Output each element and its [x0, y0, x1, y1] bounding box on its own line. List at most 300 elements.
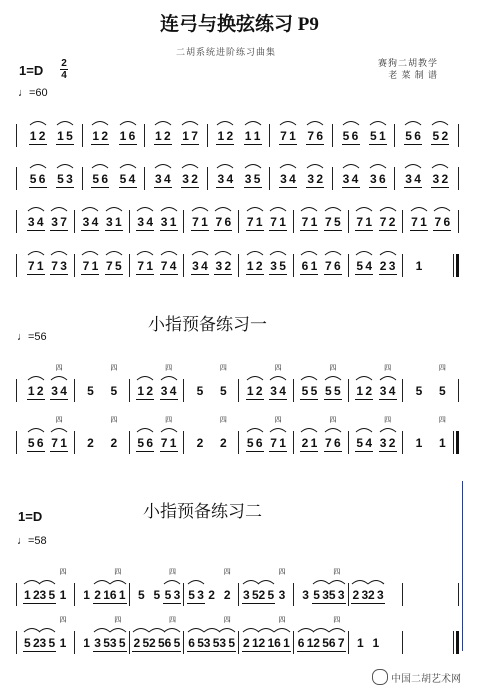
- slur-mark: [379, 204, 397, 212]
- beam-line: [100, 144, 109, 145]
- beam-line: [306, 187, 315, 188]
- beam-line: [376, 603, 385, 604]
- tempo-marking: [18, 87, 48, 99]
- note: 7: [270, 436, 277, 450]
- beam-line: [324, 451, 333, 452]
- key-signature: 1=D: [19, 63, 44, 78]
- beam-line: [29, 144, 38, 145]
- slur-mark: [342, 161, 360, 169]
- note: 3: [388, 259, 396, 273]
- barline: [402, 210, 403, 233]
- note: 1: [246, 259, 254, 273]
- slur-mark: [38, 577, 56, 585]
- beam-line: [225, 144, 234, 145]
- slur-mark: [355, 204, 373, 212]
- slur-mark: [187, 577, 205, 585]
- slur-mark: [56, 118, 74, 126]
- note: 4: [163, 172, 171, 186]
- note: 1: [267, 636, 275, 650]
- beam-line: [187, 651, 196, 652]
- slur-mark: [410, 204, 428, 212]
- beam-line: [114, 230, 123, 231]
- note: 5: [188, 588, 195, 602]
- note: 5: [164, 588, 172, 602]
- section-title-exercise-2: 小指预备练习二: [143, 502, 262, 521]
- barline: [402, 254, 403, 277]
- beam-line: [431, 187, 440, 188]
- quarter-note-icon: ♩: [17, 535, 28, 547]
- note: 1: [372, 636, 380, 650]
- note: 5: [103, 636, 110, 650]
- finger-mark-pinky: 四: [278, 568, 286, 576]
- beam-line: [278, 274, 287, 275]
- note: 7: [27, 259, 35, 273]
- slur-mark: [216, 118, 234, 126]
- barline: [207, 124, 208, 147]
- staff-row-4: [0, 245, 479, 285]
- beam-line: [367, 603, 376, 604]
- note: 6: [378, 172, 386, 186]
- slur-mark: [404, 118, 422, 126]
- beam-line: [355, 451, 364, 452]
- barline: [458, 210, 459, 233]
- barline: [348, 431, 349, 454]
- note: 7: [324, 436, 332, 450]
- beam-line: [50, 399, 59, 400]
- beam-line: [413, 187, 422, 188]
- barline: [74, 379, 75, 402]
- beam-line: [154, 144, 163, 145]
- slur-mark: [300, 204, 318, 212]
- beam-line: [109, 603, 118, 604]
- note: 2: [87, 436, 94, 450]
- beam-line: [312, 603, 321, 604]
- note: 6: [128, 129, 136, 143]
- beam-line: [309, 230, 318, 231]
- staff-row-3: [0, 201, 479, 241]
- section-title-exercise-1: 小指预备练习一: [148, 315, 267, 334]
- note: 3: [197, 588, 204, 602]
- note: 6: [414, 129, 421, 143]
- slur-mark: [27, 373, 45, 381]
- note: 1: [438, 436, 446, 450]
- note: 7: [301, 215, 309, 229]
- beam-line: [216, 144, 225, 145]
- barline: [348, 631, 349, 654]
- slur-mark: [160, 425, 178, 433]
- beam-line: [91, 144, 100, 145]
- beam-line: [145, 274, 154, 275]
- slur-mark: [355, 373, 373, 381]
- note: 2: [110, 436, 118, 450]
- note: 3: [160, 215, 168, 229]
- beam-line: [27, 399, 36, 400]
- beam-line: [23, 651, 32, 652]
- barline: [402, 631, 403, 654]
- beam-line: [36, 230, 45, 231]
- beam-line: [59, 451, 68, 452]
- barline: [207, 167, 208, 190]
- time-signature-bottom: 4: [61, 70, 67, 81]
- beam-line: [288, 144, 297, 145]
- note: 2: [316, 172, 324, 186]
- note: 1: [310, 259, 318, 273]
- beam-line: [136, 451, 145, 452]
- slur-mark: [29, 118, 47, 126]
- note: 2: [226, 129, 234, 143]
- beam-line: [297, 651, 306, 652]
- beam-line: [257, 603, 266, 604]
- note: 1: [310, 215, 318, 229]
- beam-line: [172, 651, 181, 652]
- beam-line: [328, 651, 337, 652]
- barline: [402, 583, 403, 606]
- finger-mark-pinky: 四: [59, 568, 67, 576]
- note: 4: [146, 215, 154, 229]
- note: 2: [352, 588, 360, 602]
- note: 3: [280, 172, 287, 186]
- note: 2: [388, 215, 396, 229]
- finger-mark-pinky: 四: [168, 616, 176, 624]
- finger-mark-pinky: 四: [165, 416, 173, 424]
- note: 3: [109, 636, 117, 650]
- beam-line: [419, 230, 428, 231]
- note: 1: [60, 436, 67, 450]
- note: 2: [94, 588, 101, 602]
- final-barline-thin: [453, 631, 454, 654]
- note: 5: [212, 636, 220, 650]
- note: 2: [242, 636, 250, 650]
- beam-line: [50, 451, 59, 452]
- note: 2: [301, 436, 309, 450]
- finger-mark-pinky: 四: [110, 364, 118, 372]
- slur-mark: [324, 248, 342, 256]
- staff-row-8: [0, 616, 479, 662]
- barline: [348, 379, 349, 402]
- note: 5: [118, 636, 126, 650]
- beam-line: [145, 451, 154, 452]
- credit-block: [378, 57, 438, 81]
- slur-mark: [379, 373, 397, 381]
- slur-mark: [328, 577, 346, 585]
- note: 1: [283, 636, 290, 650]
- note: 5: [142, 636, 150, 650]
- barline: [348, 583, 349, 606]
- beam-line: [255, 399, 264, 400]
- beam-line: [364, 274, 373, 275]
- note: 7: [191, 129, 198, 143]
- note: 1: [137, 384, 145, 398]
- note: 1: [279, 436, 286, 450]
- beam-line: [59, 230, 68, 231]
- note: 5: [356, 436, 364, 450]
- note: 2: [219, 436, 227, 450]
- slur-mark: [27, 204, 45, 212]
- barline: [74, 631, 75, 654]
- note: 5: [301, 384, 309, 398]
- beam-line: [269, 230, 278, 231]
- note: 2: [388, 436, 396, 450]
- beam-line: [160, 274, 169, 275]
- beam-line: [337, 603, 346, 604]
- note: 1: [365, 215, 373, 229]
- note: 1: [92, 129, 100, 143]
- slur-mark: [163, 625, 181, 633]
- beam-line: [342, 144, 351, 145]
- beam-line: [47, 651, 56, 652]
- beam-line: [50, 230, 59, 231]
- barline: [74, 210, 75, 233]
- finger-mark-pinky: 四: [55, 416, 63, 424]
- beam-line: [300, 451, 309, 452]
- finger-mark-pinky: 四: [59, 616, 67, 624]
- tempo-marking-exercise-2: [17, 535, 47, 547]
- note: 5: [119, 172, 127, 186]
- note: 2: [36, 384, 44, 398]
- finger-mark-pinky: 四: [55, 364, 63, 372]
- slur-mark: [38, 625, 56, 633]
- note: 5: [196, 384, 204, 398]
- beam-line: [218, 651, 227, 652]
- note: 2: [149, 636, 156, 650]
- barline-start: [16, 583, 17, 606]
- barline: [269, 124, 270, 147]
- slur-mark: [246, 373, 264, 381]
- note: 6: [36, 436, 44, 450]
- beam-line: [200, 274, 209, 275]
- finger-mark-pinky: 四: [333, 616, 341, 624]
- note: 4: [169, 259, 177, 273]
- beam-line: [253, 187, 262, 188]
- final-barline-thick: [456, 254, 459, 277]
- note: 7: [307, 129, 315, 143]
- slur-mark: [181, 118, 199, 126]
- barline: [82, 124, 83, 147]
- note: 3: [302, 588, 309, 602]
- barline: [332, 167, 333, 190]
- final-barline-thick: [456, 631, 459, 654]
- finger-mark-pinky: 四: [438, 364, 446, 372]
- final-barline-thick: [456, 431, 459, 454]
- note: 4: [91, 215, 99, 229]
- beam-line: [145, 230, 154, 231]
- staff-row-7: [0, 568, 479, 614]
- beam-line: [59, 399, 68, 400]
- staff-row-6: [0, 416, 479, 462]
- beam-line: [246, 399, 255, 400]
- beam-line: [90, 274, 99, 275]
- key-signature-exercise-2: 1=D: [18, 509, 43, 524]
- beam-line: [114, 274, 123, 275]
- note: 6: [188, 636, 195, 650]
- note: 7: [160, 259, 168, 273]
- note: 4: [365, 436, 373, 450]
- note: 6: [351, 129, 359, 143]
- note: 1: [306, 636, 314, 650]
- tempo-value: =60: [29, 87, 48, 99]
- note: 3: [39, 636, 47, 650]
- note: 3: [82, 215, 90, 229]
- slur-mark: [300, 248, 318, 256]
- tempo-value: =56: [28, 331, 47, 343]
- slur-mark: [191, 204, 209, 212]
- beam-line: [413, 144, 422, 145]
- slur-mark: [214, 248, 232, 256]
- note: 1: [415, 259, 423, 273]
- beam-line: [118, 603, 127, 604]
- beam-line: [246, 274, 255, 275]
- beam-line: [431, 144, 440, 145]
- note: 2: [163, 129, 171, 143]
- note: 3: [361, 588, 369, 602]
- beam-line: [163, 603, 172, 604]
- beam-line: [223, 230, 232, 231]
- beam-line: [23, 603, 32, 604]
- note: 3: [203, 636, 211, 650]
- beam-line: [214, 230, 223, 231]
- note: 1: [83, 588, 90, 602]
- note: 3: [244, 172, 252, 186]
- collection-subtitle: 二胡系统进阶练习曲集: [176, 47, 277, 57]
- staff-row-2: [0, 158, 479, 198]
- beam-line: [160, 451, 169, 452]
- slur-mark: [300, 373, 318, 381]
- beam-line: [364, 451, 373, 452]
- beam-line: [169, 230, 178, 231]
- slur-mark: [109, 577, 127, 585]
- note: 6: [101, 172, 109, 186]
- finger-mark-pinky: 四: [329, 416, 337, 424]
- note: 3: [173, 588, 181, 602]
- beam-line: [355, 230, 364, 231]
- note: 2: [365, 384, 373, 398]
- barline: [144, 167, 145, 190]
- slur-mark: [273, 625, 291, 633]
- beam-line: [187, 603, 196, 604]
- note: 1: [23, 588, 31, 602]
- beam-line: [440, 187, 449, 188]
- note: 6: [301, 259, 309, 273]
- note: 1: [251, 636, 259, 650]
- note: 2: [101, 129, 109, 143]
- barline: [293, 583, 294, 606]
- beam-line: [300, 399, 309, 400]
- note: 3: [27, 215, 35, 229]
- note: 5: [405, 129, 412, 143]
- note: 5: [246, 436, 254, 450]
- barline: [293, 631, 294, 654]
- note: 1: [169, 215, 177, 229]
- note: 3: [137, 215, 145, 229]
- beam-line: [355, 399, 364, 400]
- note: 5: [279, 259, 286, 273]
- slur-mark: [214, 204, 232, 212]
- beam-line: [81, 230, 90, 231]
- note: 1: [119, 129, 127, 143]
- note: 2: [313, 636, 320, 650]
- beam-line: [105, 274, 114, 275]
- slur-mark: [191, 248, 209, 256]
- beam-line: [27, 451, 36, 452]
- beam-line: [312, 651, 321, 652]
- slur-mark: [218, 625, 236, 633]
- slur-mark: [160, 373, 178, 381]
- note: 4: [414, 172, 421, 186]
- beam-line: [255, 230, 264, 231]
- slur-mark: [105, 248, 123, 256]
- note: 4: [36, 215, 44, 229]
- note: 2: [133, 636, 141, 650]
- note: 6: [255, 436, 263, 450]
- note: 3: [270, 259, 277, 273]
- note: 1: [57, 129, 64, 143]
- note: 1: [114, 215, 122, 229]
- note: 6: [333, 436, 341, 450]
- note: 7: [356, 215, 364, 229]
- tempo-value: =58: [28, 535, 47, 547]
- note: 1: [253, 129, 261, 143]
- barline: [74, 583, 75, 606]
- beam-line: [324, 399, 333, 400]
- note: 6: [328, 636, 336, 650]
- note: 5: [251, 588, 259, 602]
- beam-line: [93, 651, 102, 652]
- beam-line: [309, 274, 318, 275]
- beam-line: [388, 230, 397, 231]
- note: 1: [255, 215, 263, 229]
- beam-line: [128, 144, 137, 145]
- beam-line: [36, 451, 45, 452]
- barline-start: [16, 631, 17, 654]
- slur-mark: [269, 204, 287, 212]
- note: 3: [39, 588, 47, 602]
- finger-mark-pinky: 四: [333, 568, 341, 576]
- beam-line: [223, 274, 232, 275]
- finger-mark-pinky: 四: [114, 568, 122, 576]
- note: 5: [438, 384, 446, 398]
- note: 1: [118, 588, 126, 602]
- note: 7: [337, 636, 345, 650]
- beam-line: [181, 144, 190, 145]
- beam-line: [309, 399, 318, 400]
- note: 1: [27, 384, 35, 398]
- beam-line: [38, 603, 47, 604]
- note: 5: [173, 636, 181, 650]
- barline: [293, 210, 294, 233]
- finger-mark-pinky: 四: [165, 364, 173, 372]
- beam-line: [59, 274, 68, 275]
- slur-mark: [269, 373, 287, 381]
- note: 3: [94, 636, 101, 650]
- note: 2: [255, 384, 263, 398]
- barline: [402, 379, 403, 402]
- barline: [293, 254, 294, 277]
- note: 4: [365, 259, 373, 273]
- barline: [183, 631, 184, 654]
- note: 5: [48, 636, 56, 650]
- beam-line: [246, 230, 255, 231]
- beam-line: [379, 451, 388, 452]
- note: 6: [443, 215, 451, 229]
- finger-mark-pinky: 四: [219, 416, 227, 424]
- note: 5: [328, 588, 336, 602]
- beam-line: [242, 651, 251, 652]
- barline: [238, 431, 239, 454]
- beam-line: [333, 451, 342, 452]
- barline: [402, 431, 403, 454]
- note: 2: [258, 636, 266, 650]
- beam-line: [109, 651, 118, 652]
